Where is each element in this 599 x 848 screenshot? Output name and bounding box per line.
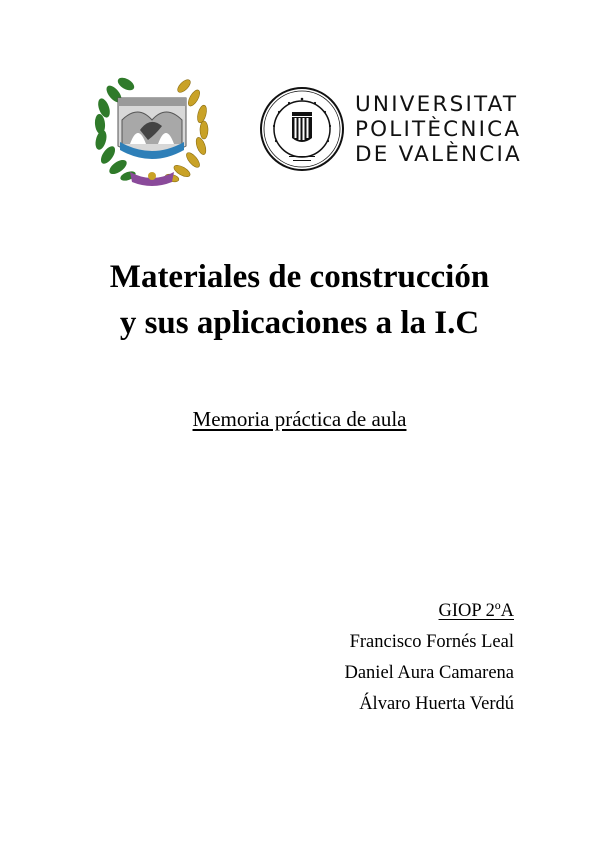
document-subtitle: Memoria práctica de aula — [192, 407, 407, 431]
author-name: Álvaro Huerta Verdú — [359, 694, 514, 714]
author-name: Daniel Aura Camarena — [344, 663, 514, 683]
upv-seal-icon — [259, 86, 345, 172]
title-line1: Materiales de construcción — [109, 259, 490, 295]
group-label: GIOP 2ºA — [438, 601, 514, 621]
document-title — [40, 254, 559, 346]
title-line2: y sus aplicaciones a la I.C — [119, 305, 480, 341]
author-name: Francisco Fornés Leal — [349, 632, 514, 652]
school-emblem-icon — [90, 68, 214, 190]
institution-name-line3: DE VALÈNCIA — [355, 142, 522, 167]
institution-name — [355, 92, 530, 167]
institution-name-line1: UNIVERSITAT — [355, 92, 519, 117]
authors-block — [344, 596, 514, 720]
institution-name-line2: POLITÈCNICA — [355, 117, 522, 142]
